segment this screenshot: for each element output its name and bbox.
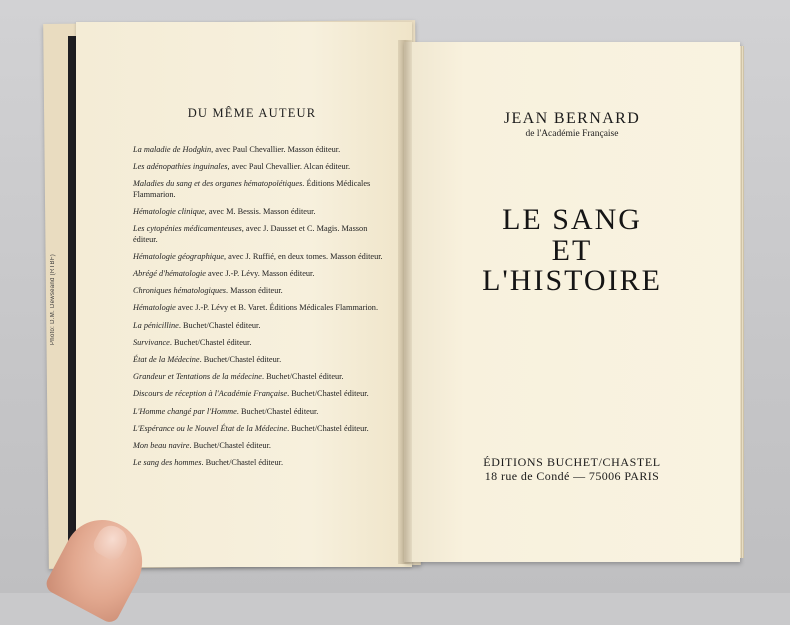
work-details: , avec M. Bessis. Masson éditeur. [204, 207, 316, 217]
page-stack-edge [740, 46, 744, 558]
bibliography-item [133, 355, 391, 365]
bibliography-item [133, 269, 391, 279]
title-line: LE SANG [502, 203, 642, 236]
author-affiliation: de l'Académie Française [525, 129, 619, 139]
work-title: Discours de réception à l'Académie Française [133, 389, 288, 399]
work-details: . Buchet/Chastel éditeur. [287, 423, 369, 433]
work-details: . Masson éditeur. [226, 286, 283, 296]
work-details: avec J.-P. Lévy et B. Varet. Éditions Médicales Flammarion. [175, 303, 379, 313]
bibliography-item [133, 303, 391, 313]
bibliography-item [133, 338, 391, 348]
work-details: . Buchet/Chastel éditeur. [178, 320, 261, 330]
work-title: Grandeur et Tentations de la médecine [133, 372, 262, 382]
work-title: Les adénopathies inguinales [133, 162, 228, 172]
bibliography-item [133, 458, 391, 468]
bibliography-item [133, 162, 391, 172]
bibliography-item [133, 286, 391, 296]
title-line: L'HISTOIRE [482, 264, 662, 297]
bibliography-item [133, 321, 391, 331]
bibliography-item [133, 424, 391, 434]
work-details: . Buchet/Chastel éditeur. [236, 406, 319, 416]
work-title: État de la Médecine [133, 355, 200, 365]
bibliography-item [133, 145, 391, 155]
work-title: Survivance [133, 337, 170, 347]
work-title: La pénicilline [133, 320, 179, 330]
work-title: Hématologie [133, 303, 176, 313]
work-title: L'Espérance ou le Nouvel État de la Médecine [133, 423, 288, 433]
bibliography-item [133, 179, 391, 200]
work-title: Chroniques hématologiques [133, 286, 227, 296]
work-title: L'Homme changé par l'Homme [133, 406, 237, 416]
work-title: Le sang des hommes [133, 458, 202, 468]
publisher-name: ÉDITIONS BUCHET/CHASTEL [483, 455, 661, 469]
bibliography-item [133, 407, 391, 417]
work-details: . Buchet/Chastel éditeur. [201, 458, 284, 468]
work-details: . Buchet/Chastel éditeur. [169, 337, 252, 347]
title-line: ET [551, 233, 593, 267]
work-details: . Buchet/Chastel éditeur. [261, 372, 344, 382]
work-title: Abrégé d'hématologie [133, 269, 206, 279]
bibliography-item [133, 224, 391, 245]
work-title: Hématologie clinique [133, 207, 205, 217]
work-title: Hématologie géographique [133, 251, 225, 261]
bibliography-item [133, 389, 391, 399]
bibliography-item [133, 372, 391, 382]
bibliography-item [133, 252, 391, 262]
photo-credit: Photo: D.M. Dewseand (RTBF) [50, 253, 56, 345]
work-title: Les cytopénies médicamenteuses [133, 224, 242, 234]
book-title [404, 205, 740, 297]
work-title: Mon beau navire [133, 441, 190, 451]
author-name: JEAN BERNARD [503, 110, 641, 127]
cover-spine-strip [68, 36, 76, 551]
bibliography-list [133, 145, 391, 475]
work-title: La maladie de Hodgkin [133, 145, 212, 154]
work-details: . Éditions Médicales Flammarion. [133, 179, 371, 199]
work-details: . Buchet/Chastel éditeur. [189, 441, 271, 451]
section-heading: DU MÊME AUTEUR [187, 106, 317, 120]
work-details: , avec J. Ruffié, en deux tomes. Masson éditeur. [224, 251, 383, 261]
bibliography-item [133, 207, 391, 217]
work-details: , avec J. Dausset et C. Magis. Masson éditeur. [133, 224, 368, 244]
publisher-address: 18 rue de Condé — 75006 PARIS [484, 469, 660, 483]
bibliography-item [133, 441, 391, 451]
work-details: , avec Paul Chevallier. Alcan éditeur. [227, 162, 351, 172]
work-details: , avec Paul Chevallier. Masson éditeur. [211, 145, 341, 154]
work-details: . Buchet/Chastel éditeur. [199, 355, 282, 365]
work-details: avec J.-P. Lévy. Masson éditeur. [205, 269, 315, 279]
work-details: . Buchet/Chastel éditeur. [287, 389, 369, 399]
work-title: Maladies du sang et des organes hématopoïétiques [133, 179, 303, 189]
